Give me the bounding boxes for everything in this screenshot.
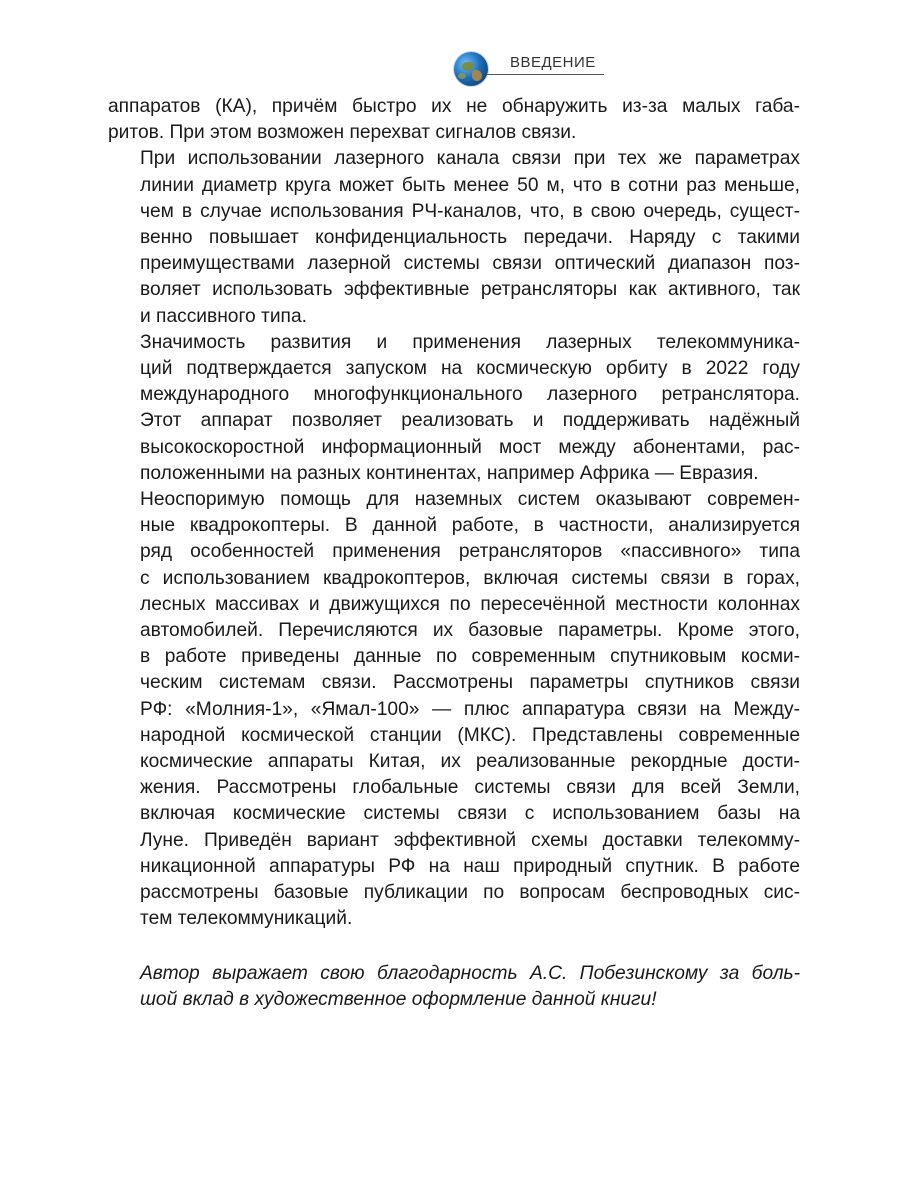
text-line: с использованием квадрокоптеров, включая системы связи в горах,	[140, 567, 800, 589]
text-line: воляет использовать эффективные ретрансляторы как активного, так	[140, 279, 800, 301]
text-line: Автор выражает свою благодарность А.С. Побезинскому за боль-	[140, 962, 800, 984]
text-line: При использовании лазерного канала связи при тех же параметрах	[140, 148, 800, 170]
text-line: Луне. Приведён вариант эффективной схемы доставки телекомму-	[140, 829, 800, 851]
text-line: ритов. При этом возможен перехват сигналов связи.	[108, 122, 577, 144]
chapter-title: ВВЕДЕНИЕ	[510, 54, 596, 71]
text-line: Значимость развития и применения лазерных телекоммуника-	[140, 331, 800, 353]
text-line: Этот аппарат позволяет реализовать и поддерживать надёжный	[140, 410, 800, 432]
text-line: Неоспоримую помощь для наземных систем оказывают современ-	[140, 489, 800, 511]
text-line: положенными на разных континентах, например Африка — Евразия.	[140, 462, 759, 484]
text-line: народной космической станции (МКС). Представлены современные	[140, 724, 800, 746]
paragraph-2	[108, 146, 800, 329]
running-header	[448, 44, 608, 88]
text-line: жения. Рассмотрены глобальные системы связи для всей Земли,	[140, 777, 800, 799]
text-line: ций подтверждается запуском на космическую орбиту в 2022 году	[140, 358, 800, 380]
body-text	[108, 94, 800, 1013]
text-line: РФ: «Молния-1», «Ямал-100» — плюс аппаратура связи на Между-	[140, 698, 800, 720]
text-line: преимуществами лазерной системы связи оптический диапазон поз-	[140, 253, 800, 275]
paragraph-1	[108, 94, 800, 146]
text-line: шой вклад в художественное оформление данной книги!	[140, 988, 657, 1010]
text-line: чем в случае использования РЧ-каналов, что, в свою очередь, сущест-	[140, 200, 800, 222]
text-line: рассмотрены базовые публикации по вопросам беспроводных сис-	[140, 882, 800, 904]
acknowledgement-paragraph	[108, 961, 800, 1013]
text-line: ряд особенностей применения ретрансляторов «пассивного» типа	[140, 541, 800, 563]
text-line: лесных массивах и движущихся по пересечённой местности колоннах	[140, 593, 800, 615]
text-line: ные квадрокоптеры. В данной работе, в частности, анализируется	[140, 515, 800, 537]
text-line: ческим системам связи. Рассмотрены параметры спутников связи	[140, 672, 800, 694]
text-line: высокоскоростной информационный мост между абонентами, рас-	[140, 436, 800, 458]
text-line: в работе приведены данные по современным спутниковым косми-	[140, 646, 800, 668]
paragraph-3	[108, 330, 800, 487]
text-line: международного многофункционального лазерного ретранслятора.	[140, 384, 800, 406]
text-line: космические аппараты Китая, их реализованные рекордные дости-	[140, 751, 800, 773]
text-line: аппаратов (КА), причём быстро их не обнаружить из-за малых габа-	[108, 96, 800, 117]
text-line: и пассивного типа.	[140, 305, 307, 327]
globe-icon	[454, 52, 488, 86]
header-rule	[486, 74, 604, 75]
text-line: никационной аппаратуры РФ на наш природный спутник. В работе	[140, 855, 800, 877]
paragraph-4	[108, 487, 800, 932]
text-line: тем телекоммуникаций.	[140, 908, 353, 930]
text-line: линии диаметр круга может быть менее 50 м, что в сотни раз меньше,	[140, 174, 800, 196]
text-line: включая космические системы связи с использованием базы на	[140, 803, 800, 825]
text-line: автомобилей. Перечисляются их базовые параметры. Кроме этого,	[140, 620, 800, 642]
text-line: венно повышает конфиденциальность передачи. Наряду с такими	[140, 227, 800, 249]
